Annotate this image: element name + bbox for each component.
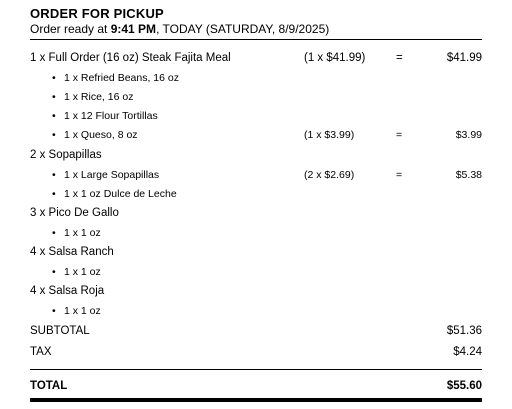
total-divider [30, 369, 482, 370]
receipt-title: ORDER FOR PICKUP [30, 6, 164, 21]
bullet-icon: • [52, 266, 56, 278]
equals-sign: = [396, 52, 403, 64]
tax-row [30, 346, 482, 362]
line-item [30, 149, 482, 165]
sub-item-label: 1 x 1 oz [64, 227, 101, 239]
sub-item [30, 266, 482, 282]
total-label: TOTAL [30, 380, 68, 392]
sub-item-label: 1 x 12 Flour Tortillas [64, 110, 158, 122]
item-label: 1 x Full Order (16 oz) Steak Fajita Meal [30, 52, 231, 64]
tax-label: TAX [30, 346, 52, 358]
item-label: 4 x Salsa Roja [30, 285, 105, 297]
item-unit-price: (2 x $2.69) [304, 169, 355, 181]
sub-item-label: 1 x 1 oz [64, 266, 101, 278]
sub-item-label: 1 x Refried Beans, 16 oz [64, 72, 179, 84]
ready-prefix: Order ready at [30, 22, 111, 36]
subtotal-label: SUBTOTAL [30, 325, 90, 337]
sub-item-label: 1 x 1 oz [64, 305, 101, 317]
item-label: 4 x Salsa Ranch [30, 246, 114, 258]
subtotal-row [30, 325, 482, 341]
sub-item-label: 1 x Queso, 8 oz [64, 129, 138, 141]
line-item [30, 207, 482, 223]
item-label: 3 x Pico De Gallo [30, 207, 119, 219]
item-unit-price: (1 x $41.99) [304, 52, 366, 64]
subtotal-amount: $51.36 [446, 325, 482, 337]
sub-item-label: 1 x Large Sopapillas [64, 169, 160, 181]
item-amount: $5.38 [455, 169, 482, 181]
sub-item-label: 1 x Rice, 16 oz [64, 91, 134, 103]
sub-item [30, 91, 482, 107]
bullet-icon: • [52, 305, 56, 317]
header-divider [30, 39, 482, 40]
item-label: 2 x Sopapillas [30, 149, 102, 161]
bullet-icon: • [52, 110, 56, 122]
line-item [30, 246, 482, 262]
line-item [30, 285, 482, 301]
line-item [30, 52, 482, 68]
sub-item [30, 305, 482, 321]
bullet-icon: • [52, 188, 56, 200]
total-row [30, 380, 482, 396]
item-amount: $3.99 [455, 129, 482, 141]
bullet-icon: • [52, 169, 56, 181]
sub-item [30, 110, 482, 126]
item-unit-price: (1 x $3.99) [304, 129, 355, 141]
sub-item [30, 227, 482, 243]
bullet-icon: • [52, 72, 56, 84]
bullet-icon: • [52, 227, 56, 239]
sub-item [30, 188, 482, 204]
ready-time: 9:41 PM [110, 22, 157, 36]
ready-suffix: , TODAY (SATURDAY, 8/9/2025) [156, 22, 330, 36]
item-amount: $41.99 [446, 52, 482, 64]
sub-item [30, 72, 482, 88]
bottom-rule [30, 398, 482, 402]
equals-sign: = [396, 129, 403, 141]
total-amount: $55.60 [446, 380, 482, 392]
sub-item-label: 1 x 1 oz Dulce de Leche [64, 188, 177, 200]
bullet-icon: • [52, 129, 56, 141]
tax-amount: $4.24 [453, 346, 482, 358]
bullet-icon: • [52, 91, 56, 103]
ready-time-line [30, 22, 329, 36]
sub-item [30, 169, 482, 185]
sub-item [30, 129, 482, 145]
equals-sign: = [396, 169, 403, 181]
